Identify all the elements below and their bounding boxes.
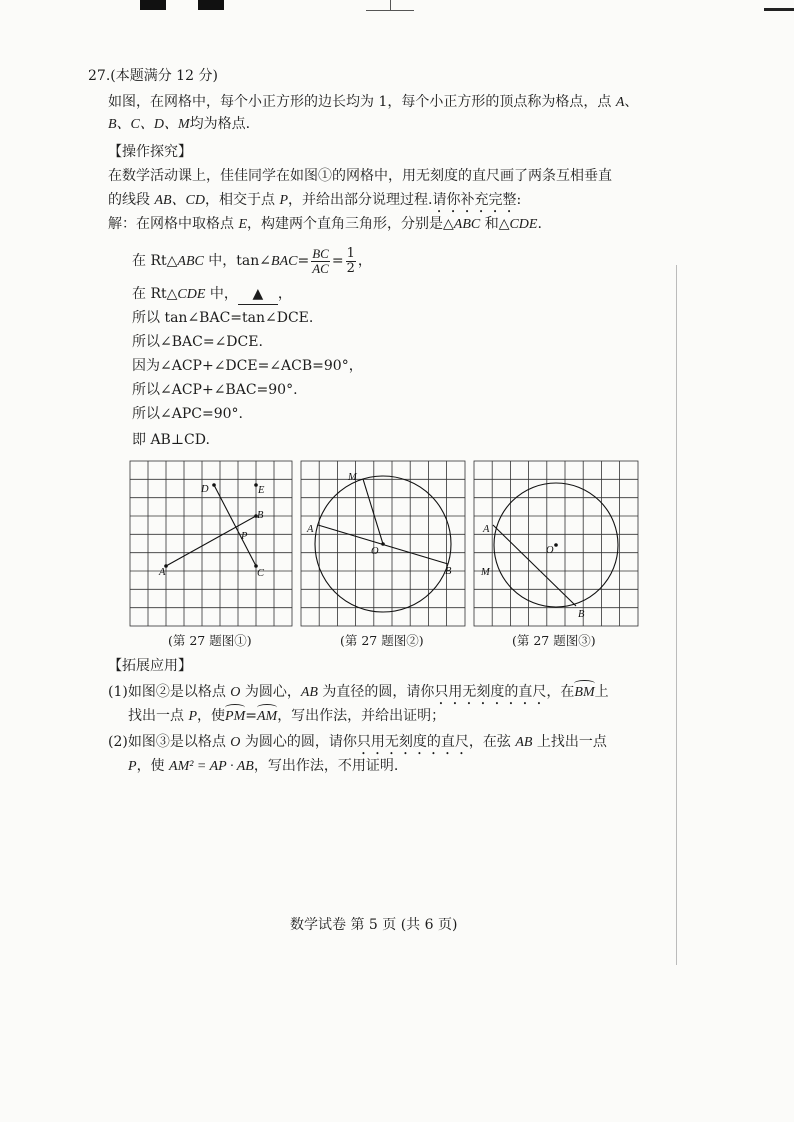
label-d: D — [201, 484, 209, 495]
e: ，在弦 — [468, 734, 516, 750]
label-a-2: A — [307, 524, 314, 535]
grid-figure-1 — [130, 461, 292, 626]
emphasis-ruler-2: 只用无刻度的直尺 — [356, 734, 469, 750]
blank-triangle-icon: ▲ — [252, 286, 264, 302]
s3: ，构建两个直角三角形，分别是△ — [247, 216, 454, 232]
step-7: 所以∠APC=90°. — [132, 406, 243, 422]
g: ， — [357, 253, 372, 269]
d: ， — [277, 286, 292, 302]
label-b-2: B — [445, 566, 452, 577]
t2: AB、CD — [154, 193, 206, 208]
step-8: 即 AB⊥CD. — [132, 432, 210, 448]
label-m-2: M — [348, 472, 357, 483]
intro-text-1: 如图，在网格中，每个小正方形的边长均为 1，每个小正方形的顶点称为格点，点 — [108, 94, 616, 110]
t1: 的线段 — [108, 192, 155, 208]
t4: P — [279, 193, 289, 208]
s2: E — [238, 217, 248, 232]
figure-2-points — [381, 542, 385, 546]
b: ABC — [177, 254, 204, 269]
a: 找出一点 — [128, 708, 189, 724]
caption-figure-1: (第 27 题图①) — [168, 633, 252, 648]
d: ，写出作法，不用证明. — [253, 758, 399, 774]
b: CDE — [177, 287, 206, 302]
figure-1-lines — [166, 485, 256, 566]
step-3: 所以 tan∠BAC=tan∠DCE. — [132, 310, 314, 326]
i: 上 — [594, 684, 609, 700]
a: P — [128, 759, 137, 774]
figure-1-points — [164, 483, 258, 568]
s6: CDE — [509, 217, 538, 232]
label-b: B — [257, 510, 264, 521]
c: 中， — [205, 286, 238, 302]
intro-text-2: 均为格点. — [189, 116, 251, 132]
b: O — [230, 735, 241, 750]
label-e: E — [258, 485, 265, 496]
a: 在 Rt△ — [132, 286, 178, 302]
c: 中，tan∠ — [203, 253, 272, 269]
label-c: C — [257, 568, 265, 579]
frac-num: BC — [312, 245, 329, 261]
question-1-line-1 — [108, 682, 609, 708]
caption-figure-3: (第 27 题图③) — [512, 633, 596, 648]
d: BAC — [271, 254, 298, 269]
emphasis-complete: 请你补充完整 — [432, 192, 517, 208]
b: ，使 — [136, 758, 170, 774]
step-6: 所以∠ACP+∠BAC=90°. — [132, 382, 298, 398]
question-2-line-1 — [108, 732, 607, 758]
s4: ABC — [453, 217, 481, 232]
problem-number: 27. — [88, 68, 111, 84]
c: 为圆心， — [240, 684, 301, 700]
label-p: P — [241, 531, 248, 542]
arc-bm: BM — [574, 683, 594, 703]
label-m-3: M — [481, 567, 490, 578]
t6: : — [516, 192, 522, 208]
c: 为圆心的圆，请你 — [240, 734, 357, 750]
page-footer: 数学试卷 第 5 页 (共 6 页) — [290, 917, 458, 933]
point-a: A — [615, 95, 625, 110]
b: O — [230, 685, 241, 700]
intro-points: B、C、D、M — [108, 117, 190, 132]
e: = — [245, 708, 257, 724]
a: (2)如图③是以格点 — [108, 734, 231, 750]
section-operation-explore: 【操作探究】 — [108, 144, 192, 160]
arc-pm: PM — [225, 707, 245, 727]
t3: ，相交于点 — [205, 192, 280, 208]
t5: ，并给出部分说理过程. — [288, 192, 433, 208]
f: = — [331, 253, 344, 269]
a: (1)如图②是以格点 — [108, 684, 231, 700]
frac-num2: 1 — [346, 245, 355, 261]
question-1-line-2 — [128, 706, 445, 727]
label-a: A — [159, 567, 166, 578]
explore-line-1: 在数学活动课上，佳佳同学在如图①的网格中，用无刻度的直尺画了两条互相垂直 — [108, 168, 612, 184]
arc-am: AM — [257, 707, 277, 727]
b: P — [188, 709, 198, 724]
step-4: 所以∠BAC=∠DCE. — [132, 334, 263, 350]
label-b-3: B — [578, 609, 585, 620]
g: ，在 — [546, 684, 575, 700]
expansion-section — [88, 656, 678, 786]
label-o-2: O — [371, 546, 379, 557]
section-expand-apply: 【拓展应用】 — [108, 658, 192, 674]
figure-3-points — [554, 543, 558, 547]
c: AM² = AP · AB — [169, 759, 254, 774]
label-a-3: A — [483, 524, 490, 535]
c: ，使 — [197, 708, 226, 724]
frac-den2: 2 — [346, 260, 355, 276]
caption-figure-2: (第 27 题图②) — [340, 633, 424, 648]
intro-sep: 、 — [624, 94, 639, 110]
s1: 解：在网格中取格点 — [108, 216, 239, 232]
d: AB — [300, 685, 318, 700]
e: 为直径的圆，请你 — [317, 684, 435, 700]
f: AB — [515, 735, 533, 750]
g: 上找出一点 — [532, 734, 607, 750]
e: = — [297, 253, 310, 269]
emphasis-ruler: 只用无刻度的直尺 — [434, 684, 547, 700]
label-o-3: O — [546, 545, 554, 556]
s5: 和△ — [480, 216, 510, 232]
step-5: 因为∠ACP+∠DCE=∠ACB=90°， — [132, 358, 363, 374]
problem-score: (本题满分 12 分) — [110, 68, 218, 84]
g: ，写出作法，并给出证明； — [277, 708, 446, 724]
frac-den: AC — [312, 260, 329, 276]
s7: . — [537, 216, 542, 232]
question-2-line-2 — [128, 756, 398, 777]
a: 在 Rt△ — [132, 253, 178, 269]
